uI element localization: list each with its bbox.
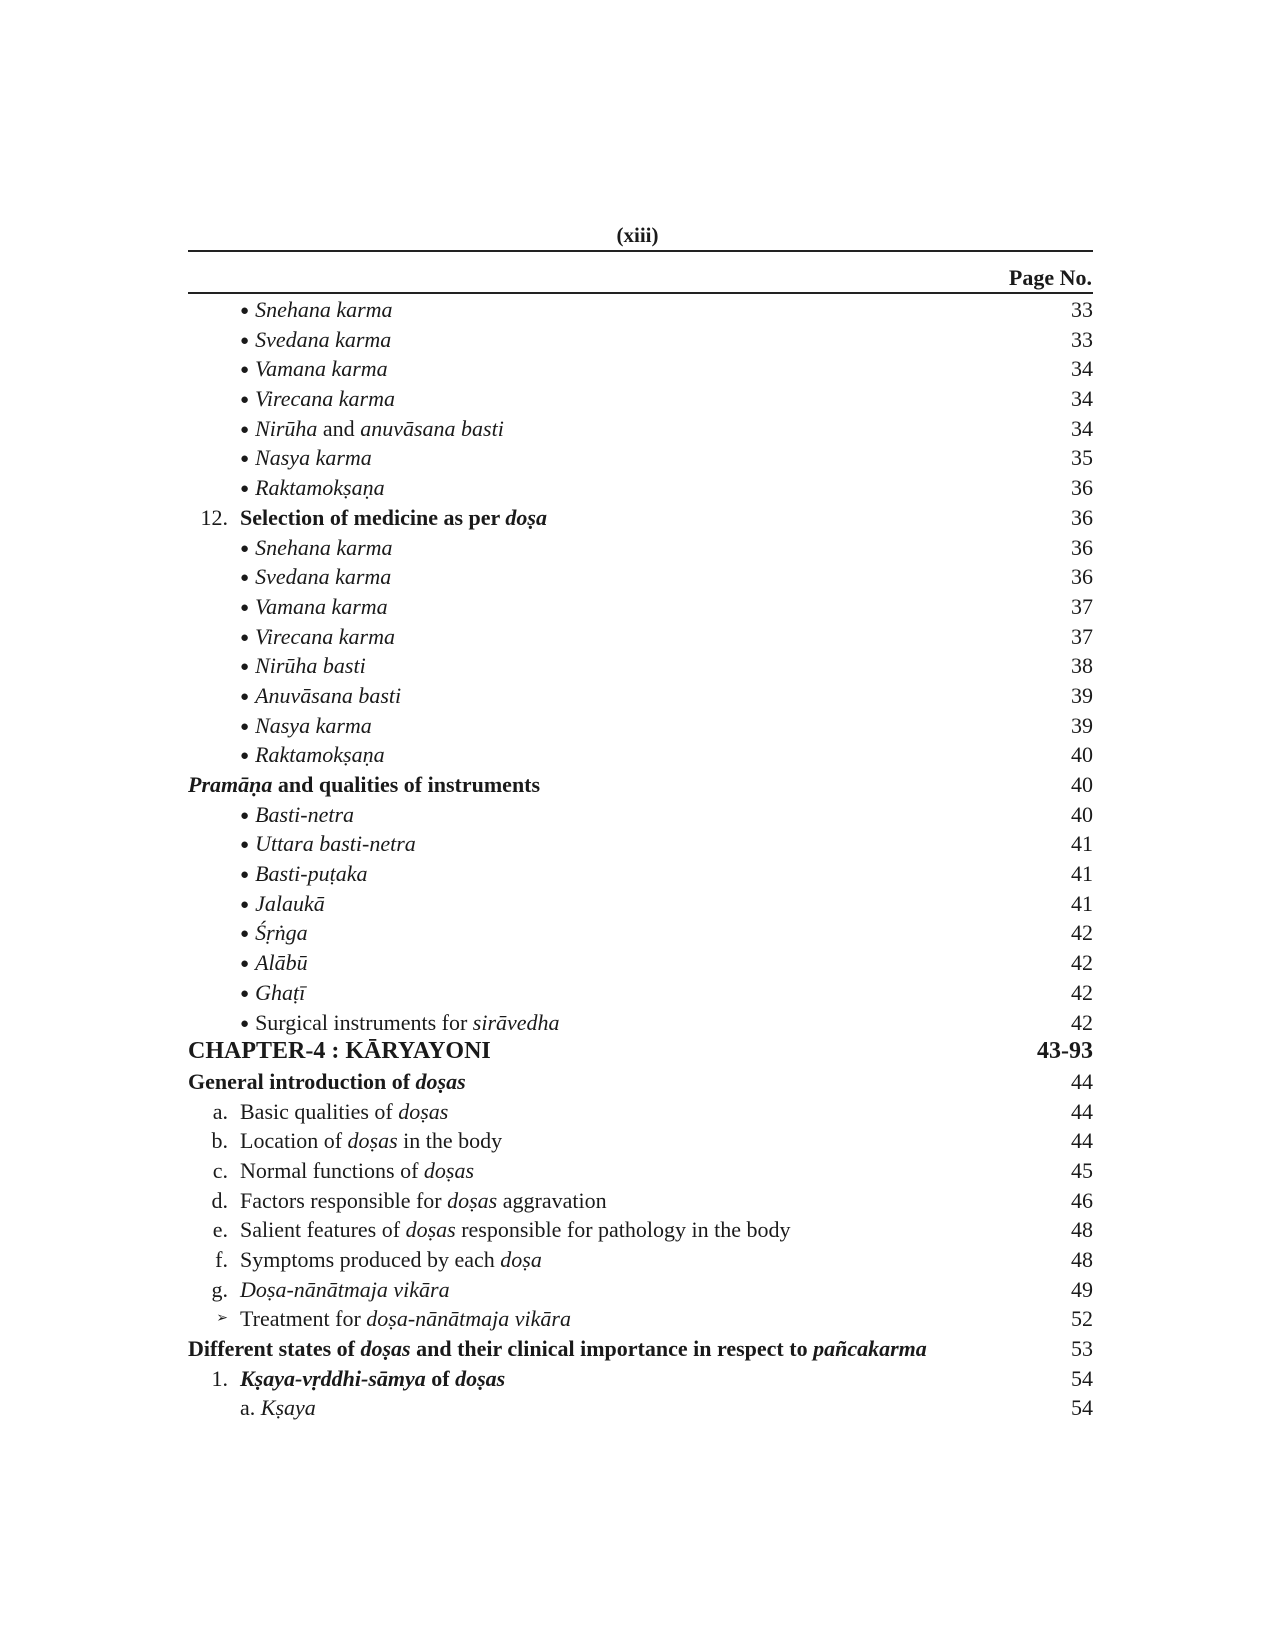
toc-page-number: 34 [1071, 356, 1093, 382]
table-of-contents [188, 295, 1093, 1423]
bullet-icon: ● [240, 421, 250, 438]
chapter-heading-row [188, 1037, 1093, 1067]
toc-row [188, 533, 1093, 563]
toc-entry-title: Basic qualities of doṣas [240, 1098, 449, 1124]
bullet-icon: ● [240, 540, 250, 557]
toc-page-number: 36 [1071, 534, 1093, 560]
bullet-icon: ● [240, 748, 250, 765]
toc-entry-title: ● Nirūha and anuvāsana basti [240, 415, 504, 441]
bullet-icon: ● [240, 718, 250, 735]
bullet-icon: ● [240, 896, 250, 913]
toc-row [188, 622, 1093, 652]
toc-row [188, 1393, 1093, 1423]
bullet-icon: ● [240, 362, 250, 379]
toc-entry-title: Pramāṇa and qualities of instruments [188, 772, 541, 797]
toc-page-number: 42 [1071, 920, 1093, 946]
toc-row [188, 651, 1093, 681]
toc-page-number: 45 [1071, 1157, 1093, 1183]
toc-row [188, 414, 1093, 444]
toc-page-number: 44 [1071, 1128, 1093, 1154]
toc-page-number: 38 [1071, 653, 1093, 679]
entry-marker: e. [212, 1217, 228, 1243]
toc-row [188, 889, 1093, 919]
toc-entry-title: ● Ghaṭī [240, 979, 306, 1005]
toc-row [188, 770, 1093, 800]
toc-page-number: 48 [1071, 1247, 1093, 1272]
toc-row [188, 443, 1093, 473]
bullet-icon: ● [240, 837, 250, 854]
toc-row [188, 1364, 1093, 1394]
toc-page-number: 36 [1071, 475, 1093, 501]
bullet-icon: ● [240, 956, 250, 973]
toc-entry-title: Salient features of doṣas responsible for pathology in the body [240, 1217, 791, 1243]
entry-marker: a. [212, 1098, 228, 1124]
bullet-icon: ● [240, 659, 250, 676]
toc-entry-title: ● Snehana karma [240, 534, 393, 560]
toc-row [188, 1304, 1093, 1334]
toc-page-number: 54 [1071, 1365, 1093, 1391]
toc-entry-title: ● Basti-netra [240, 801, 355, 827]
toc-entry-title: Location of doṣas in the body [240, 1128, 503, 1154]
toc-row [188, 592, 1093, 622]
bullet-icon: ● [240, 451, 250, 468]
toc-page-number: 33 [1071, 326, 1093, 352]
toc-entry-title: ● Jalaukā [240, 890, 325, 916]
bullet-icon: ● [240, 867, 250, 884]
bullet-icon: ● [240, 303, 250, 319]
toc-entry-title: Doṣa-nānātmaja vikāra [240, 1276, 450, 1302]
toc-row [188, 1334, 1093, 1364]
toc-entry-title: Selection of medicine as per doṣa [240, 504, 547, 530]
bullet-icon: ● [240, 629, 250, 646]
toc-entry-title: ● Śṛṅga [240, 920, 308, 946]
toc-row [188, 473, 1093, 503]
bullet-icon: ● [240, 807, 250, 824]
toc-row [188, 1008, 1093, 1038]
toc-row [188, 325, 1093, 355]
entry-marker: g. [211, 1276, 228, 1302]
toc-row [188, 562, 1093, 592]
toc-row [188, 711, 1093, 741]
entry-marker: f. [215, 1247, 228, 1272]
toc-page-number: 35 [1071, 445, 1093, 471]
bullet-icon: ● [240, 599, 250, 616]
toc-entry-title: ● Svedana karma [240, 326, 392, 352]
toc-entry-title: Kṣaya-vṛddhi-sāmya of doṣas [240, 1365, 506, 1391]
toc-page-number: 48 [1071, 1217, 1093, 1243]
toc-page-number: 44 [1071, 1068, 1093, 1094]
toc-row [188, 800, 1093, 830]
toc-entry-title: ● Basti-puṭaka [240, 861, 368, 887]
bullet-icon: ● [240, 1015, 250, 1032]
toc-row [188, 1067, 1093, 1097]
toc-entry-title: ● Virecana karma [240, 623, 395, 649]
toc-entry-title: ● Uttara basti-netra [240, 831, 416, 857]
toc-page-number: 40 [1071, 801, 1093, 827]
toc-entry-title: ● Nasya karma [240, 712, 372, 738]
toc-entry-title: ● Vamana karma [240, 356, 388, 382]
toc-entry-title: Factors responsible for doṣas aggravation [240, 1187, 607, 1213]
toc-page-number: 40 [1071, 772, 1093, 797]
toc-entry-title: Symptoms produced by each doṣa [240, 1247, 542, 1272]
entry-marker: d. [211, 1187, 228, 1213]
toc-entry-title: a. Kṣaya [240, 1395, 316, 1421]
toc-page-number: 40 [1071, 742, 1093, 768]
toc-row [188, 948, 1093, 978]
page-no-column-header: Page No. [1008, 265, 1092, 290]
toc-page-number: 41 [1071, 890, 1093, 916]
toc-entry-title: ● Raktamokṣaṇa [240, 475, 385, 501]
toc-entry-title: General introduction of doṣas [188, 1068, 466, 1094]
toc-row [188, 1186, 1093, 1216]
arrow-bullet-icon: ➢ [216, 1311, 228, 1327]
page-folio: (xiii) [616, 223, 659, 247]
toc-entry-title: ● Anuvāsana basti [240, 682, 402, 708]
entry-marker: 12. [200, 504, 228, 530]
toc-page-number: 44 [1071, 1098, 1093, 1124]
bullet-icon: ● [240, 985, 250, 1002]
toc-entry-title: ● Raktamokṣaṇa [240, 742, 385, 768]
toc-entry-title: Different states of doṣas and their clinical importance in respect to pañcakarma [188, 1336, 927, 1362]
toc-page-number: 53 [1071, 1336, 1093, 1362]
top-rule [188, 250, 1093, 252]
toc-entry-title: CHAPTER-4 : KĀRYAYONI [188, 1038, 491, 1065]
bullet-icon: ● [240, 332, 250, 349]
toc-row [188, 1156, 1093, 1186]
bullet-icon: ● [240, 570, 250, 587]
toc-entry-title: ● Surgical instruments for sirāvedha [240, 1009, 560, 1035]
entry-marker: b. [211, 1128, 228, 1154]
toc-page-number: 39 [1071, 712, 1093, 738]
toc-entry-title: ● Nasya karma [240, 445, 372, 471]
toc-row [188, 354, 1093, 384]
toc-row [188, 1245, 1093, 1275]
toc-row [188, 503, 1093, 533]
toc-page-number: 33 [1071, 297, 1093, 322]
toc-page-number: 39 [1071, 682, 1093, 708]
toc-page-number: 34 [1071, 415, 1093, 441]
bullet-icon: ● [240, 481, 250, 498]
toc-row [188, 1215, 1093, 1245]
toc-page-number: 43-93 [1037, 1038, 1093, 1065]
toc-page-number: 49 [1071, 1276, 1093, 1302]
toc-entry-title: ● Snehana karma [240, 297, 393, 322]
toc-entry-title: Treatment for doṣa-nānātmaja vikāra [240, 1306, 571, 1332]
toc-row [188, 295, 1093, 325]
toc-page-number: 54 [1071, 1395, 1093, 1421]
entry-marker: c. [212, 1157, 228, 1183]
toc-row [188, 681, 1093, 711]
toc-row [188, 1097, 1093, 1127]
toc-entry-title: ● Vamana karma [240, 593, 388, 619]
toc-page-number: 42 [1071, 979, 1093, 1005]
toc-entry-title: ● Svedana karma [240, 564, 392, 590]
toc-page-number: 46 [1071, 1187, 1093, 1213]
toc-page-number: 52 [1071, 1306, 1093, 1332]
toc-row [188, 859, 1093, 889]
toc-page-number: 36 [1071, 564, 1093, 590]
toc-page-number: 42 [1071, 1009, 1093, 1035]
header-rule [188, 292, 1093, 294]
toc-row [188, 740, 1093, 770]
bullet-icon: ● [240, 392, 250, 409]
toc-page-number: 37 [1071, 593, 1093, 619]
entry-marker: 1. [211, 1365, 228, 1391]
toc-row [188, 1275, 1093, 1305]
bullet-icon: ● [240, 926, 250, 943]
toc-page-number: 37 [1071, 623, 1093, 649]
toc-page-number: 41 [1071, 861, 1093, 887]
toc-page-number: 34 [1071, 386, 1093, 412]
toc-page-number: 36 [1071, 504, 1093, 530]
toc-entry-title: ● Nirūha basti [240, 653, 366, 679]
toc-page-number: 42 [1071, 950, 1093, 976]
toc-row [188, 978, 1093, 1008]
toc-row [188, 829, 1093, 859]
toc-entry-title: ● Virecana karma [240, 386, 395, 412]
toc-entry-title: ● Alābū [240, 950, 308, 976]
toc-entry-title: Normal functions of doṣas [240, 1157, 475, 1183]
toc-row [188, 384, 1093, 414]
toc-page-number: 41 [1071, 831, 1093, 857]
bullet-icon: ● [240, 688, 250, 705]
toc-row [188, 1126, 1093, 1156]
toc-row [188, 918, 1093, 948]
